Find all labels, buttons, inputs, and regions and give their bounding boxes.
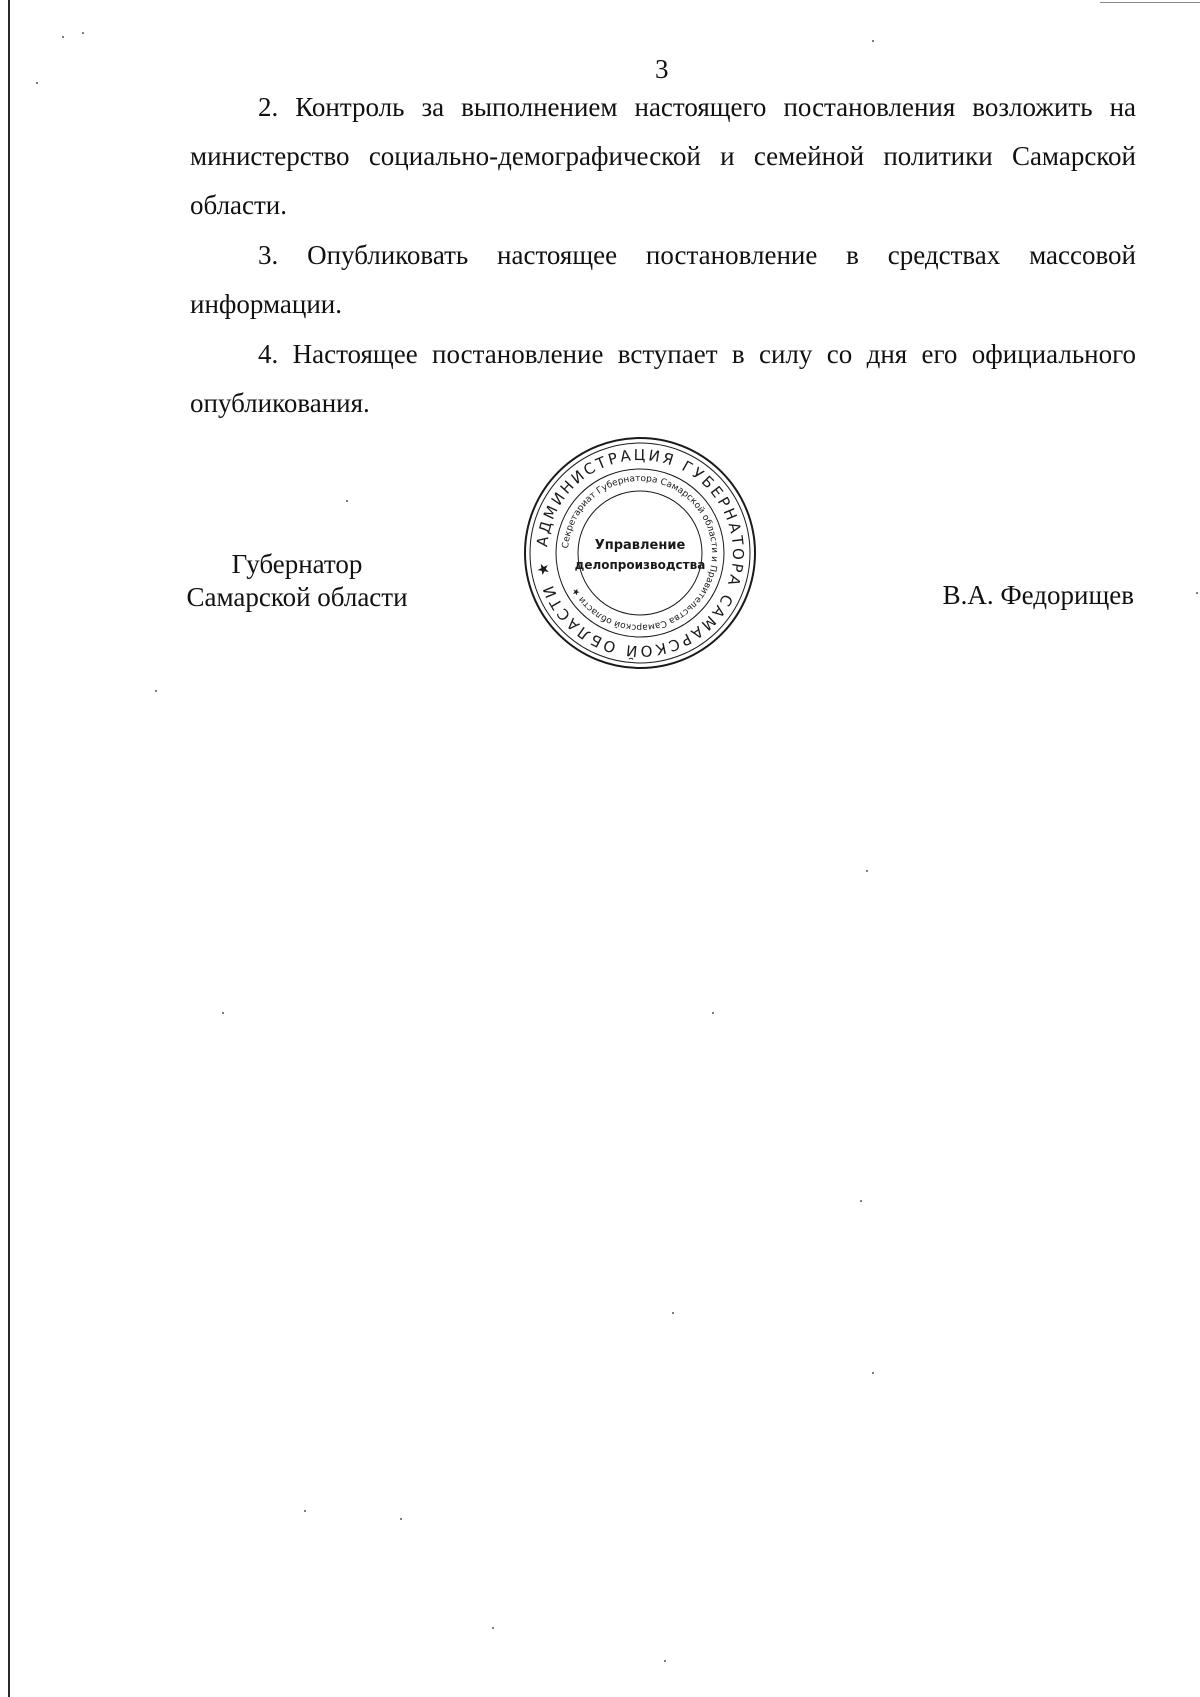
scan-speck <box>664 1660 666 1662</box>
paragraph-3 <box>190 231 1136 329</box>
signer-name: В.А. Федорищев <box>942 580 1134 610</box>
scan-speck <box>872 40 874 42</box>
scan-speck <box>36 82 38 84</box>
scan-speck <box>346 500 348 502</box>
signer-title-line2: Самарской области <box>186 582 408 612</box>
page-number: 3 <box>655 54 669 84</box>
scan-top-edge <box>1100 2 1200 3</box>
signer-title-line1: Губернатор <box>231 549 363 579</box>
paragraph-4-text: 4. Настоящее постановление вступает в силу со дня его официального опубликования. <box>190 339 1136 418</box>
scan-speck <box>304 1510 306 1512</box>
scan-speck <box>492 1627 494 1629</box>
signer-title <box>168 548 426 614</box>
scan-speck <box>1196 592 1198 594</box>
scan-speck <box>866 870 868 872</box>
scan-speck <box>712 1012 714 1014</box>
stamp-center-line1: Управление <box>594 538 686 553</box>
paragraph-2 <box>190 83 1136 230</box>
scan-speck <box>222 1012 224 1014</box>
scan-left-edge <box>8 0 10 1697</box>
paragraph-2-text: 2. Контроль за выполнением настоящего постановления возложить на министерство социально-демографической и семейной политики Самарской области. <box>190 92 1136 220</box>
scan-speck <box>672 1312 674 1314</box>
stamp-inner-ring-text: Секретариат Губернатора Самарской области и Правительства Самарской области ★ <box>561 473 720 633</box>
paragraph-4 <box>190 330 1136 428</box>
scan-speck <box>872 1372 874 1374</box>
stamp-outer-ring-text: АДМИНИСТРАЦИЯ ГУБЕРНАТОРА САМАРСКОЙ ОБЛАСТИ ★ <box>533 445 748 661</box>
scan-speck <box>860 1200 862 1202</box>
scan-speck <box>82 32 84 34</box>
scan-speck <box>155 690 157 692</box>
official-stamp <box>522 435 758 671</box>
paragraph-3-text: 3. Опубликовать настоящее постановление в средствах массовой информации. <box>190 240 1136 319</box>
scan-speck <box>400 1518 402 1520</box>
scan-speck <box>62 36 64 38</box>
stamp-center-line2: делопроизводства <box>574 558 706 572</box>
